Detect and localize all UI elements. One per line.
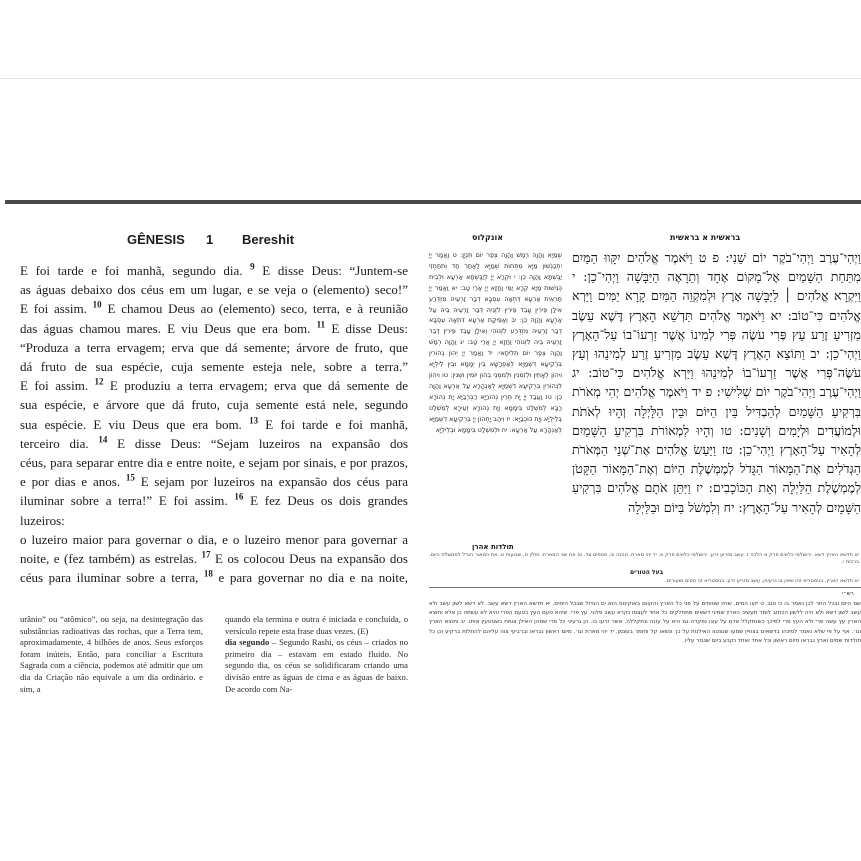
text-line: o luzeiro maior para governar o dia, e o luzeiro menor para governar a [20,531,408,547]
toldot-aharon-text: יא תדשא הארץ דשא. ירושלמי כלאים פרק א הלכה ז. עשב מזריע זרע. ירושלמי כלאים פרק א. יד יהי מארת. חגיגה יב, פסחים צד. טז את שני המארת. חולין ס, שבועות ט. את המאור הגדל לממשלת היום. ברכות י. [429,552,859,565]
running-head-hebrew-name: Bereshit [242,232,295,247]
text-line: das águas chamou mares. E viu Deus que era bom. $^{11}$ E disse Deus: [20,319,408,336]
text-line: E foi tarde e foi manhã, segundo dia. $^9$ E disse Deus: “Juntem-se [20,261,408,278]
text-line: e por dias e anos. $^{15}$ E sejam por luzeiros na expansão dos céus para [20,472,408,490]
text-line: iluminar sobre a terra!” E foi assim. $^{16}$ E fez Deus os dois grandes luzeiros: [20,492,408,528]
text-line: terceiro dia. $^{14}$ E disse Deus: “Sejam luzeiros na expansão dos [20,434,408,451]
text-line: sua espécie, e árvore que dá fruto, cuja semente está nele, segundo [20,397,408,413]
running-head-bereshit: בראשית א בראשית [670,233,741,242]
page-rule [5,200,861,204]
top-divider [0,78,861,79]
text-line: dá fruto de sua espécie, cuja semente esteja nele, sobre a terra.” [20,359,408,375]
footnote-column-right [225,614,408,695]
onkelos-column: שְׁמַיָּא וַהֲוָה רְמַשׁ וַהֲוָה צְפַר יוֹם תִּנְיָן: ט וַאֲמַר יְיָ יִתְכַּנְשׁוּן מַיָּא מִתְּחוֹת שְׁמַיָּא לַאֲתַר חַד וְתִתַּחְזֵי יַבֶּשְׁתָּא וַהֲוָה כֵן: י וּקְרָא יְיָ לְיַבֶּשְׁתָּא אַרְעָא וּלְבֵית כְּנִישׁוּת מַיָּא קְרָא יַמֵּי וַחֲזָא יְיָ אֲרֵי טָב: יא וַאֲמַר יְיָ תַּרְאֵית אַרְעָא דִּתְאָה עִסְבָּא דְבַר זַרְעֵיהּ מִזְדְּרַע אִילָן פֵּירִין עָבֵד פֵּירִין לִזְנֵיהּ דְּבַר זַרְעֵיהּ בֵּיהּ עַל אַרְעָא וַהֲוָה כֵן: יב וְאַפֵּיקַת אַרְעָא דִּתְאָה עִסְבָּא דְבַר זַרְעֵיהּ מִזְדְּרַע לִזְנוֹהִי וְאִילָן עָבֵד פֵּירִין דְּבַר זַרְעֵיהּ בֵּיהּ לִזְנוֹהִי וַחֲזָא יְיָ אֲרֵי טָב: יג וַהֲוָה רְמַשׁ וַהֲוָה צְפַר יוֹם תְּלִיתָאי: יד וַאֲמַר יְיָ יְהוֹן נְהוֹרִין בִּרְקִיעָא דִשְׁמַיָּא לְאַפְרָשָׁא בֵּין יְמָמָא וּבֵין לֵילְיָא וִיהוֹן לְאָתִין וּלְזִמְנִין וּלְמִמְנֵי בְהוֹן יוֹמִין וּשְׁנִין: טו וִיהוֹן לִנְהוֹרִין בִּרְקִיעָא דִשְׁמַיָּא לְאַנְהָרָא עַל אַרְעָא וַהֲוָה כֵן: טז וַעֲבַד יְיָ יָת תְּרֵין נְהוֹרַיָּא רַבְרְבַיָּא יָת נְהוֹרָא רַבָּא לְמִשְׁלַט בִּימָמָא וְיָת נְהוֹרָא זְעֵירָא לְמִשְׁלַט בְּלֵילְיָא וְיָת כּוֹכְבַיָּא: יז וִיהַב יָתְהוֹן יְיָ בִּרְקִיעָא דִשְׁמַיָּא לְאַנְהָרָא עַל אַרְעָא: יח וּלְמִשְׁלַט בִּימָמָא וּבְלֵילְיָא [429,251,562,434]
text-line: sua espécie. E viu Deus que era bom. $^{13}$ E foi tarde e foi manhã, [20,415,408,432]
footnotes [20,614,408,695]
hebrew-main-text: וַיְהִי־עֶרֶב וַיְהִי־בֹקֶר יוֹם שֵׁנִי: פ ט וַיֹּאמֶר אֱלֹהִים יִקָּווּ הַמַּיִם מִתַּחַת הַשָּׁמַיִם אֶל־מָקוֹם אֶחָד וְתֵרָאֶה הַיַּבָּשָׁה וַיְהִי־כֵן: י וַיִּקְרָא אֱלֹהִים ׀ לַיַּבָּשָׁה אֶרֶץ וּלְמִקְוֵה הַמַּיִם קָרָא יַמִּים וַיַּרְא אֱלֹהִים כִּי־טוֹב: יא וַיֹּאמֶר אֱלֹהִים תַּדְשֵׁא הָאָרֶץ דֶּשֶׁא עֵשֶׂב מַזְרִיעַ זֶרַע עֵץ פְּרִי עֹשֶׂה פְּרִי לְמִינוֹ אֲשֶׁר זַרְעוֹ־בוֹ עַל־הָאָרֶץ וַיְהִי־כֵן: יב וַתּוֹצֵא הָאָרֶץ דֶּשֶׁא עֵשֶׂב מַזְרִיעַ זֶרַע לְמִינֵהוּ וְעֵץ עֹשֶׂה־פְּרִי אֲשֶׁר זַרְעוֹ־בוֹ לְמִינֵהוּ וַיַּרְא אֱלֹהִים כִּי־טוֹב: יג וַיְהִי־עֶרֶב וַיְהִי־בֹקֶר יוֹם שְׁלִישִׁי: פ יד וַיֹּאמֶר אֱלֹהִים יְהִי מְאֹרֹת בִּרְקִיעַ הַשָּׁמַיִם לְהַבְדִּיל בֵּין הַיּוֹם וּבֵין הַלָּיְלָה וְהָיוּ לְאֹתֹת וּלְמוֹעֲדִים וּלְיָמִים וְשָׁנִים: טו וְהָיוּ לִמְאוֹרֹת בִּרְקִיעַ הַשָּׁמַיִם לְהָאִיר עַל־הָאָרֶץ וַיְהִי־כֵן: טז וַיַּעַשׂ אֱלֹהִים אֶת־שְׁנֵי הַמְּאֹרֹת הַגְּדֹלִים אֶת־הַמָּאוֹר הַגָּדֹל לְמֶמְשֶׁלֶת הַיּוֹם וְאֶת־הַמָּאוֹר הַקָּטֹן לְמֶמְשֶׁלֶת הַלַּיְלָה וְאֵת הַכּוֹכָבִים: יז וַיִּתֵּן אֹתָם אֱלֹהִים בִּרְקִיעַ הַשָּׁמָיִם לְהָאִיר עַל־הָאָרֶץ: יח וְלִמְשֹׁל בַּיּוֹם וּבַלַּיְלָה [572,250,861,515]
footnote-text: quando ela termina e outra é iniciada e concluída, o versículo repete esta frase duas vezes. (E) [225,614,408,636]
text-line: céus, para separar entre dia e entre noite, e sejam por sinais, e por prazos, [20,455,408,471]
footnote-term: dia segundo [225,637,270,648]
baal-haturim-label: בעל הטורים [630,569,664,576]
text-line: céus para iluminar sobre a terra, $^{18}$ e para governar no dia e na noite, [20,568,408,586]
rashi-commentary: שם היום ובכל התר לכן נאמר בו כי טוב. ט יקוו המים. שהיו שטוחים על פני כל הארץ והקוום באוקינוס הוא ים הגדול שבכל הימים. יא תדשא הארץ דשא עשב. לא דשא לשון עשב ולא עשב לשון דשא ולא היה ללשון הכתוב לומר תעשיב הארץ שמיני דשאים מתחלקים כל אחד לעצמו נקרא עשב פלוני. עץ פרי. שיהא טעם העץ כטעם הפרי והיא לא עשתה כן אלא ותוצא הארץ עץ עשה פרי ולא העץ פרי לפיכך כשנתקלל אדם על עונו נפקדה גם היא על עונה ונתקללה. אשר זרעו בו. הן גרעיני כל פרי שמהן האילן צומח כשנוטעין אותו. יב ותוצא הארץ וגו׳. אף על פי שלא נאמר למינהו בדשאים בצוויין שמעו שנצטוו האילנות על כך ונשאו קל וחומר בעצמן. יד יהי מארת וגו׳. מיום ראשון נבראו וברביעי צוה עליהם להתלות ברקיע וכן כל תולדות שמים וארץ נבראו מיום ראשון וכל אחד ואחד נקבע ביום שנגזר עליו. [429,601,861,644]
running-head [20,230,408,250]
text-line: E foi assim. $^{12}$ E produziu a terra ervagem; erva que dá semente de [20,376,408,394]
main-text [20,261,408,587]
running-head-onkelos: אונקלוס [472,233,504,242]
running-head-book: GÊNESIS [127,232,185,247]
portuguese-page [20,230,408,587]
running-head-chapter: 1 [206,232,214,247]
text-line: “Produza a terra ervagem; erva que dá semente; árvore de fruto, que [20,339,408,355]
commentary-divider [429,587,861,588]
text-line: E foi assim. $^{10}$ E chamou Deus ao (elemento) seco, terra, e à reunião [20,300,408,317]
footnote-text: – Segundo Rashi, os céus – criados no primeiro dia – estavam em estado fluido. No segundo dia, os céus se solidificaram criando uma divisão entre as águas de cima e as águas de baixo. De acordo com Na- [225,637,409,694]
text-line: as águas debaixo dos céus em um lugar, e se veja o (elemento) seco!” [20,282,408,298]
toldot-aharon-label: תולדות אהרן [472,543,514,551]
rashi-label: רש״י [842,591,854,597]
text-line: noite, e (fez também) as estrelas. $^{17}$ E os colocou Deus na expansão dos [20,549,408,567]
hebrew-page [424,230,861,650]
footnote-column-left: urânio” ou “atômico”, ou seja, na desintegração das substâncias radioativas das rochas, que a Terra tem, aproximadamente, 4 bilhões de anos. Seus esforços foram inúteis. Então, para conciliar a Escritura Sagrada com a ciência, podemos até admitir que um dia da Criação não equivale a um dia ordinário. e sim, a [20,614,203,694]
baal-haturim-text: יא תדשא הארץ. בגימטריא זהו שאין בו גרעינין. עשב מזריע זרע. בגימטריא זה חטים ושעורים. [665,578,859,584]
